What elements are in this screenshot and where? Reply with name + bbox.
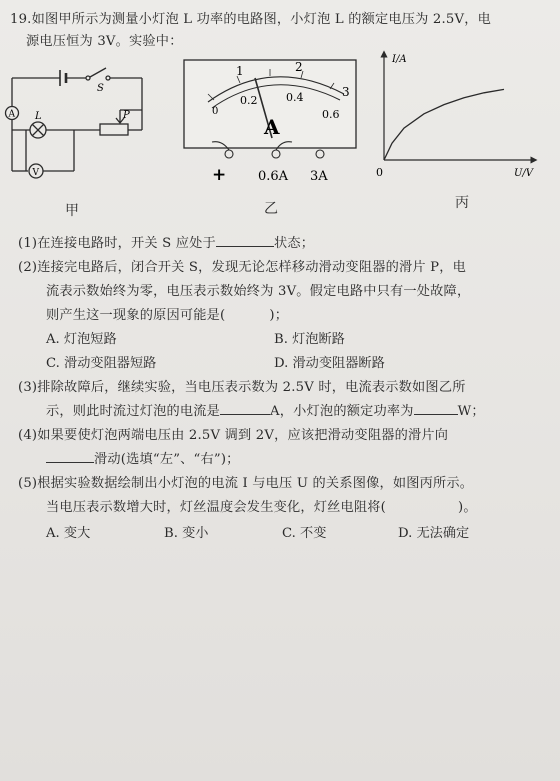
part-1-text-a: (1)在连接电路时，开关 S 应处于 xyxy=(18,236,216,251)
iu-curve xyxy=(384,89,504,160)
part-2-text-a: 则产生这一现象的原因可能是( xyxy=(46,308,226,323)
part-2-line3 xyxy=(46,304,288,323)
part-2-line2: 流表示数始终为零，电压表示数始终为 3V。假定电路中只有一处故障， xyxy=(46,284,471,299)
caption-bing: 丙 xyxy=(455,195,469,211)
iu-graph-bing xyxy=(370,48,550,190)
scale-lower-0: 0 xyxy=(212,106,219,117)
ammeter-dial-yi xyxy=(182,58,360,190)
part-4-text: 滑动(选填“左”、“右”)； xyxy=(94,452,240,467)
part-3-text-c: W； xyxy=(457,404,485,419)
rheostat-label: P xyxy=(123,110,130,121)
scale-lower-02: 0.2 xyxy=(240,94,258,107)
terminal-06a: 0.6A xyxy=(258,169,289,184)
origin-label: 0 xyxy=(376,166,383,179)
part-1-text-b: 状态； xyxy=(273,236,315,251)
question-stem-line1 xyxy=(10,8,491,27)
part-2-line1: (2)连接完电路后，闭合开关 S，发现无论怎样移动滑动变阻器的滑片 P，电 xyxy=(18,260,466,275)
caption-yi: 乙 xyxy=(264,201,278,217)
circuit-diagram-jia xyxy=(2,58,150,188)
answer-blank-4[interactable] xyxy=(46,450,94,463)
part-5-option-d[interactable]: D. 无法确定 xyxy=(398,526,470,541)
part-3-line1: (3)排除故障后，继续实验，当电压表示数为 2.5V 时，电流表示数如图乙所 xyxy=(18,380,466,395)
y-axis-label: I/A xyxy=(392,54,407,65)
ammeter-label: A xyxy=(8,109,15,120)
part-2-option-a[interactable]: A. 灯泡短路 xyxy=(46,332,117,347)
part-4-line2 xyxy=(46,448,240,467)
part-2-text-b: )； xyxy=(269,308,289,323)
question-number: 19. xyxy=(10,12,32,27)
scale-upper-3: 3 xyxy=(342,85,350,99)
part-1 xyxy=(18,232,314,251)
part-2-option-d[interactable]: D. 滑动变阻器断路 xyxy=(274,356,385,371)
part-5-option-c[interactable]: C. 不变 xyxy=(282,526,327,541)
part-5-option-b[interactable]: B. 变小 xyxy=(164,526,209,541)
question-stem-line2: 源电压恒为 3V。实验中： xyxy=(26,34,183,49)
part-5-text-b: )。 xyxy=(458,500,477,515)
part-3-text-b: A，小灯泡的额定功率为 xyxy=(270,404,414,419)
answer-blank-3a[interactable] xyxy=(220,402,270,415)
caption-jia: 甲 xyxy=(65,203,79,219)
answer-blank-3b[interactable] xyxy=(414,402,458,415)
part-3-text-a: 示，则此时流过灯泡的电流是 xyxy=(46,404,221,419)
switch-label: S xyxy=(97,83,104,94)
part-2-option-c[interactable]: C. 滑动变阻器短路 xyxy=(46,356,157,371)
x-axis-label: U/V xyxy=(514,168,534,179)
scale-upper-1: 1 xyxy=(236,64,244,78)
stem-text-1: 如图甲所示为测量小灯泡 L 功率的电路图，小灯泡 L 的额定电压为 2.5V，电 xyxy=(31,12,491,27)
part-5-line2 xyxy=(46,496,477,515)
terminal-3a: 3A xyxy=(310,169,328,184)
part-2-option-b[interactable]: B. 灯泡断路 xyxy=(274,332,345,347)
unit-label: A xyxy=(264,115,280,139)
scale-lower-04: 0.4 xyxy=(286,91,304,104)
answer-blank-1[interactable] xyxy=(216,234,274,247)
scale-lower-06: 0.6 xyxy=(322,108,340,121)
part-3-line2 xyxy=(46,400,485,419)
voltmeter-label: V xyxy=(32,168,39,178)
scale-upper-2: 2 xyxy=(295,60,303,74)
part-5-line1: (5)根据实验数据绘制出小灯泡的电流 I 与电压 U 的关系图像，如图丙所示。 xyxy=(18,476,474,491)
terminal-plus: + xyxy=(212,165,227,185)
part-5-option-a[interactable]: A. 变大 xyxy=(46,526,91,541)
part-5-text-a: 当电压表示数增大时，灯丝温度会发生变化，灯丝电阻将( xyxy=(46,500,387,515)
part-4-line1: (4)如果要使灯泡两端电压由 2.5V 调到 2V，应该把滑动变阻器的滑片向 xyxy=(18,428,449,443)
lamp-label: L xyxy=(35,111,42,122)
